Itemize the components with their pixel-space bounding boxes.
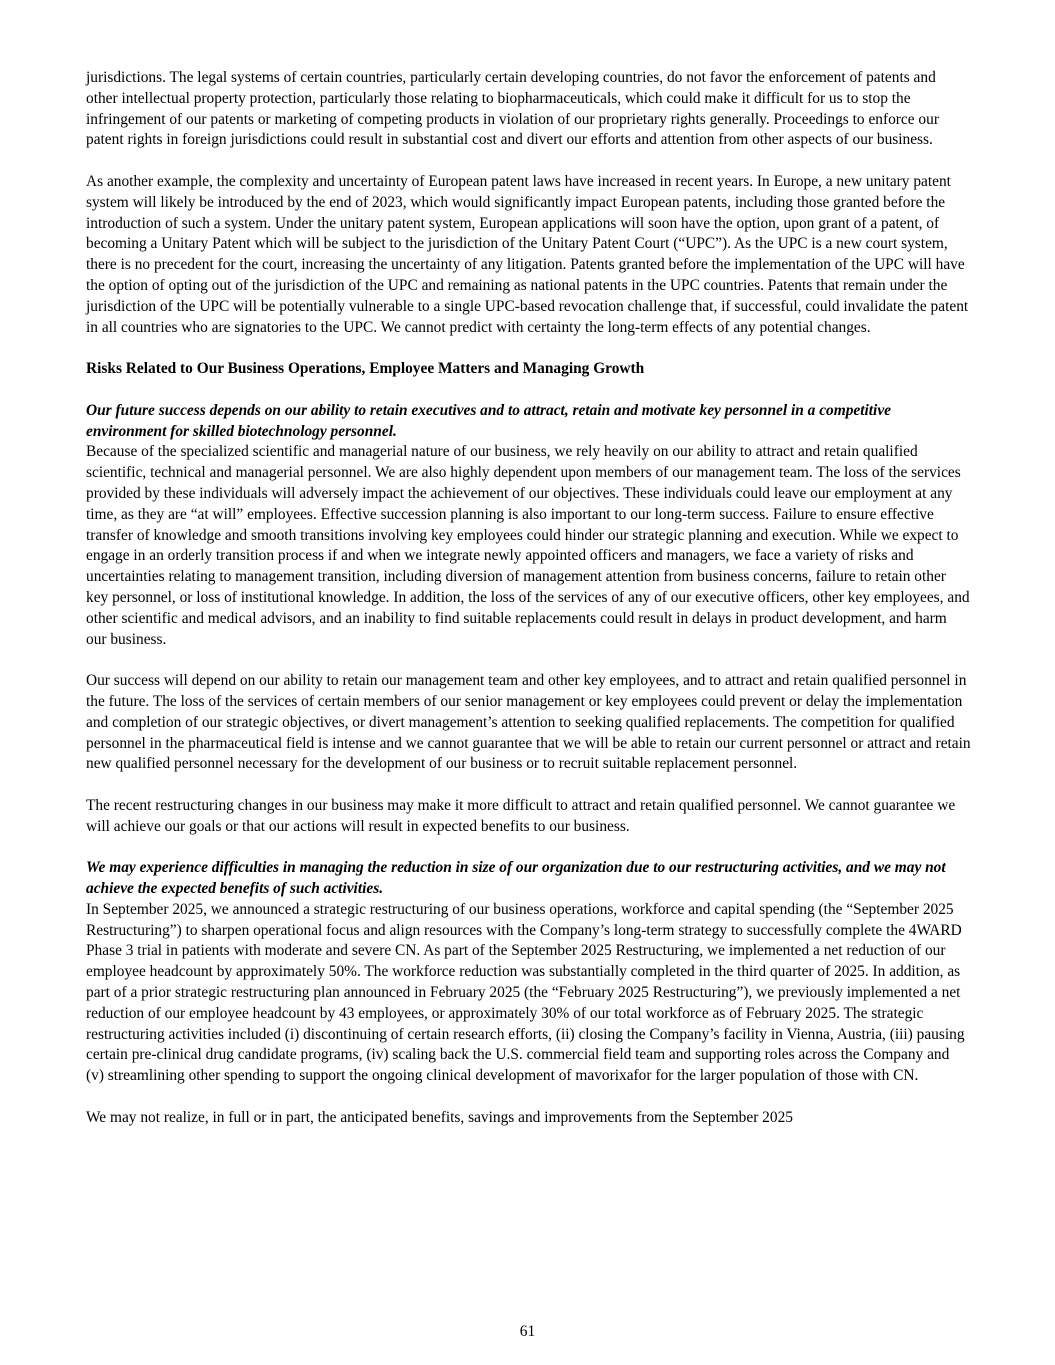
body-paragraph: In September 2025, we announced a strategic restructuring of our business operations, workforce and capital spending (the “September 2025 Restructuring”) to sharpen operational focus and align resources with the Company’s long-term strategy to successfully complete the 4WARD Phase 3 trial in patients with moderate and severe CN. As part of the September 2025 Restructuring, we implemented a net reduction of our employee headcount by approximately 50%. The workforce reduction was substantially completed in the third quarter of 2025. In addition, as part of a prior strategic restructuring plan announced in February 2025 (the “February 2025 Restructuring”), we previously implemented a net reduction of our employee headcount by 43 employees, or approximately 30% of our total workforce as of February 2025. The strategic restructuring activities included (i) discontinuing of certain research efforts, (ii) closing the Company’s facility in Vienna, Austria, (iii) pausing certain pre-clinical drug candidate programs, (iv) scaling back the U.S. commercial field team and supporting roles across the Company and (v) streamlining other spending to support the ongoing clinical development of mavorixafor for the larger population of those with CN.	[86, 900, 965, 1085]
body-paragraph: jurisdictions. The legal systems of certain countries, particularly certain developing countries, do not favor the enforcement of patents and other intellectual property protection, particularly those relating to biopharmaceuticals, which could make it difficult for us to stop the infringement of our patents or marketing of competing products in violation of our proprietary rights generally. Proceedings to enforce our patent rights in foreign jurisdictions could result in substantial cost and divert our efforts and attention from other aspects of our business.	[86, 69, 939, 149]
risk-factor-heading: We may experience difficulties in managing the reduction in size of our organization due to our restructuring activities, and we may not achieve the expected benefits of such activities.	[86, 859, 946, 898]
body-paragraph: We may not realize, in full or in part, the anticipated benefits, savings and improvements from the September 2025	[86, 1108, 793, 1126]
page-number: 61	[519, 1323, 536, 1340]
document-body	[86, 68, 971, 1129]
body-paragraph: Our success will depend on our ability to retain our management team and other key employees, and to attract and retain qualified personnel in the future. The loss of the services of certain members of our senior management or key employees could prevent or delay the implementation and completion of our strategic objectives, or divert management’s attention to seeking qualified replacements. The competition for qualified personnel in the pharmaceutical field is intense and we cannot guarantee that we will be able to retain our current personnel or attract and retain new qualified personnel necessary for the development of our business or to recruit suitable replacement personnel.	[86, 672, 971, 773]
risk-factor-heading: Our future success depends on our ability to retain executives and to attract, retain and motivate key personnel in a competitive environment for skilled biotechnology personnel.	[86, 401, 891, 440]
section-heading: Risks Related to Our Business Operations, Employee Matters and Managing Growth	[86, 360, 645, 378]
body-paragraph: As another example, the complexity and uncertainty of European patent laws have increased in recent years. In Europe, a new unitary patent system will likely be introduced by the end of 2023, which would significantly impact European patents, including those granted before the introduction of such a system. Under the unitary patent system, European applications will soon have the option, upon grant of a patent, of becoming a Unitary Patent which will be subject to the jurisdiction of the Unitary Patent Court (“UPC”). As the UPC is a new court system, there is no precedent for the court, increasing the uncertainty of any litigation. Patents granted before the implementation of the UPC will have the option of opting out of the jurisdiction of the UPC and remaining as national patents in the UPC countries. Patents that remain under the jurisdiction of the UPC will be potentially vulnerable to a single UPC-based revocation challenge that, if successful, could invalidate the patent in all countries who are signatories to the UPC. We cannot predict with certainty the long-term effects of any potential changes.	[86, 172, 969, 336]
body-paragraph: Because of the specialized scientific and managerial nature of our business, we rely heavily on our ability to attract and retain qualified scientific, technical and managerial personnel. We are also highly dependent upon members of our management team. The loss of the services provided by these individuals will adversely impact the achievement of our objectives. These individuals could leave our employment at any time, as they are “at will” employees. Effective succession planning is also important to our long-term success. Failure to ensure effective transfer of knowledge and smooth transitions involving key employees could hinder our strategic planning and execution. While we expect to engage in an orderly transition process if and when we integrate newly appointed officers and managers, we face a variety of risks and uncertainties relating to management transition, including diversion of management attention from business concerns, failure to retain other key personnel, or loss of institutional knowledge. In addition, the loss of the services of any of our executive officers, other key employees, and other scientific and medical advisors, and an inability to find suitable replacements could result in delays in product development, and harm our business.	[86, 443, 970, 648]
body-paragraph: The recent restructuring changes in our business may make it more difficult to attract and retain qualified personnel. We cannot guarantee we will achieve our goals or that our actions will result in expected benefits to our business.	[86, 796, 956, 835]
